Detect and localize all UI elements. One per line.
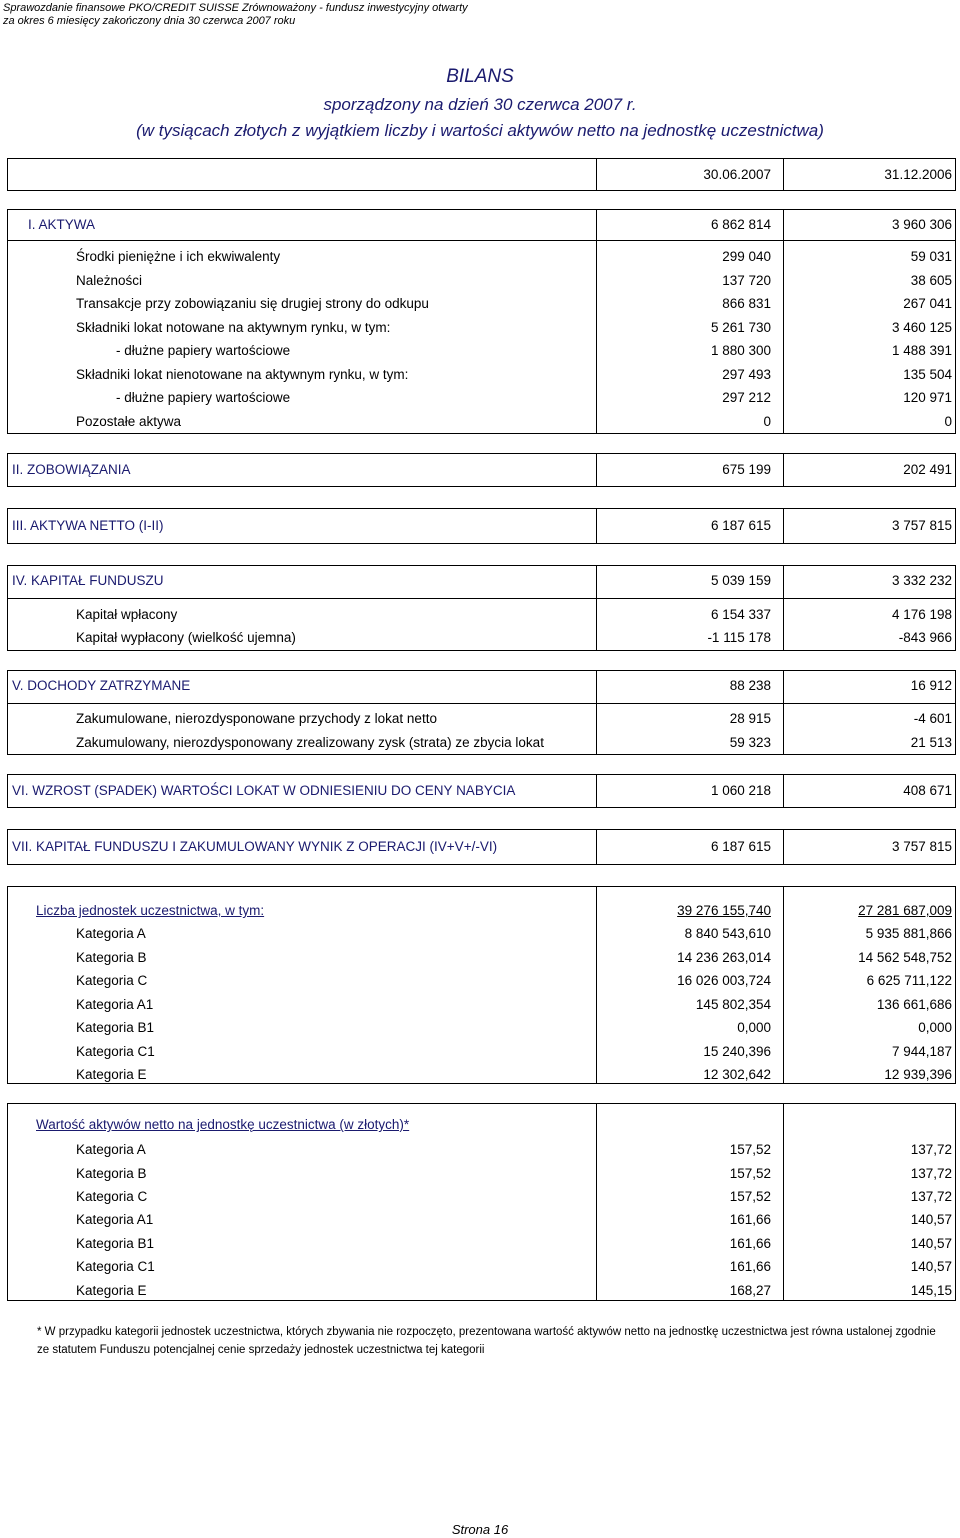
section-wartosc [7,1103,956,1301]
page-title: BILANS [446,66,514,87]
value-2007: 39 276 155,740 [677,903,771,918]
section-dochody [7,670,956,755]
value-2006: -843 966 [898,630,952,645]
row-label: I. AKTYWA [28,217,96,232]
table-row [8,1162,955,1186]
table-row [8,1063,955,1087]
value-2006: 3 332 232 [891,573,952,588]
row-label: - dłużne papiery wartościowe [116,343,291,358]
value-2007: 0 [763,414,771,429]
value-2007: 161,66 [729,1259,771,1274]
row-label: Liczba jednostek uczestnictwa, w tym: [36,903,265,918]
value-2006: 12 939,396 [884,1067,952,1082]
value-2006: 145,15 [910,1283,952,1298]
row-label: Kategoria C [76,1189,148,1204]
value-2007: 137 720 [722,273,771,288]
value-2007: 8 840 543,610 [684,926,771,941]
row-label: Kategoria E [76,1067,147,1082]
value-2007: 14 236 263,014 [677,950,771,965]
value-2006: 16 912 [910,678,952,693]
row-label: Zakumulowane, nierozdysponowane przychody z lokat netto [76,711,437,726]
row-label: II. ZOBOWIĄZANIA [12,462,131,477]
value-2007: 157,52 [729,1189,771,1204]
value-2006: 6 625 711,122 [866,973,952,988]
section-aktywa [7,209,956,434]
value-2007: 16 026 003,724 [677,973,771,988]
value-2006: 135 504 [903,367,952,382]
value-2007: 157,52 [729,1142,771,1157]
row-label: Pozostałe aktywa [76,414,182,429]
row-label: Transakcje przy zobowiązaniu się drugiej strony do odkupu [76,296,429,311]
value-2007: 6 187 615 [710,839,771,854]
value-2007: 0,000 [737,1020,771,1035]
row-label: Kategoria A1 [76,997,154,1012]
value-2007: 5 039 159 [710,573,771,588]
value-2007: 15 240,396 [703,1044,771,1059]
value-2006: 3 757 815 [891,839,952,854]
page-subtitle: sporządzony na dzień 30 czerwca 2007 r. [323,95,637,114]
row-label: Należności [76,273,143,288]
row-label: - dłużne papiery wartościowe [116,390,291,405]
value-2007: 675 199 [722,462,771,477]
section-aktywa-netto [7,508,956,544]
row-label: Kapitał wypłacony (wielkość ujemna) [76,630,296,645]
row-label: Kategoria C1 [76,1044,155,1059]
row-label: V. DOCHODY ZATRZYMANE [12,678,191,693]
value-2006: 38 605 [910,273,952,288]
row-label: Składniki lokat notowane na aktywnym rynku, w tym: [76,320,391,335]
value-2007: 1 880 300 [710,343,771,358]
table-row [8,1138,955,1162]
row-label: Zakumulowany, nierozdysponowany zrealizowany zysk (strata) ze zbycia lokat [76,735,544,750]
value-2006: 140,57 [910,1259,952,1274]
value-2006: 136 661,686 [876,997,952,1012]
row-label: Kategoria B [76,1166,147,1181]
value-2007: 88 238 [729,678,771,693]
value-2006: 137,72 [910,1166,952,1181]
section-wzrost [7,774,956,808]
row-label: IV. KAPITAŁ FUNDUSZU [12,573,164,588]
row-label: Kategoria A [76,1142,146,1157]
table-row [8,993,955,1017]
table-row [8,1016,955,1040]
row-label: Kategoria A [76,926,146,941]
value-2006: 21 513 [910,735,952,750]
row-label: Kategoria A1 [76,1212,154,1227]
value-2007: 6 862 814 [710,217,771,232]
table-row [8,316,955,340]
value-2006: 137,72 [910,1189,952,1204]
value-2006: 267 041 [903,296,952,311]
value-2007: 157,52 [729,1166,771,1181]
column-date-2: 31.12.2006 [884,167,952,182]
row-label: Kategoria B1 [76,1236,155,1251]
value-2006: 0,000 [918,1020,952,1035]
value-2006: 137,72 [910,1142,952,1157]
table-row [8,922,955,946]
table-row [8,946,955,970]
value-2007: 12 302,642 [703,1067,771,1082]
table-row [8,1185,955,1209]
value-2006: 0 [944,414,952,429]
value-2007: 168,27 [729,1283,771,1298]
section-kapital [7,565,956,651]
value-2007: 145 802,354 [695,997,771,1012]
row-label: III. AKTYWA NETTO (I-II) [12,518,164,533]
row-label: Środki pieniężne i ich ekwiwalenty [76,249,281,264]
value-2006: 59 031 [910,249,952,264]
row-label: Kategoria C1 [76,1259,155,1274]
table-row [8,269,955,293]
value-2006: 7 944,187 [891,1044,952,1059]
value-2006: 120 971 [903,390,952,405]
value-2006: 3 960 306 [891,217,952,232]
row-label: VII. KAPITAŁ FUNDUSZU I ZAKUMULOWANY WYNIK Z OPERACJI (IV+V+/-VI) [12,839,498,854]
table-row [8,1232,955,1256]
value-2006: 202 491 [903,462,952,477]
row-label: Składniki lokat nienotowane na aktywnym rynku, w tym: [76,367,409,382]
table-row [8,626,955,650]
table-row [8,410,955,434]
row-label: Kategoria E [76,1283,147,1298]
row-label: Kategoria B [76,950,147,965]
value-2006: 3 460 125 [891,320,952,335]
header-line-2: za okres 6 miesięcy zakończony dnia 30 czerwca 2007 roku [3,15,296,27]
section-kapital-wynik [7,829,956,865]
value-2006: 5 935 881,866 [865,926,952,941]
value-2006: 3 757 815 [891,518,952,533]
table-row [8,386,955,410]
row-label: Kategoria B1 [76,1020,155,1035]
value-2007: 297 212 [722,390,771,405]
table-row [8,969,955,993]
value-2006: 140,57 [910,1236,952,1251]
table-row [8,731,955,755]
table-row [8,1255,955,1279]
value-2006: 14 562 548,752 [858,950,952,965]
table-row [8,1040,955,1064]
row-label: Wartość aktywów netto na jednostkę uczestnictwa (w złotych)* [36,1117,410,1132]
value-2006: -4 601 [913,711,952,726]
table-row [8,1279,955,1303]
value-2006: 140,57 [910,1212,952,1227]
value-2007: 6 187 615 [710,518,771,533]
table-row [8,363,955,387]
table-row [8,339,955,363]
row-label: Kategoria C [76,973,148,988]
value-2007: 59 323 [729,735,771,750]
value-2007: 161,66 [729,1236,771,1251]
column-header-box [7,158,956,191]
value-2007: -1 115 178 [707,630,771,645]
value-2006: 4 176 198 [891,607,952,622]
value-2007: 5 261 730 [710,320,771,335]
row-label: Kapitał wpłacony [76,607,178,622]
row-label: VI. WZROST (SPADEK) WARTOŚCI LOKAT W ODNIESIENIU DO CENY NABYCIA [12,783,516,798]
value-2007: 1 060 218 [710,783,771,798]
value-2007: 6 154 337 [710,607,771,622]
table-row [8,1208,955,1232]
footnote: * W przypadku kategorii jednostek uczestnictwa, których zbywania nie rozpoczęto, prezentowana wartość aktywów netto na jednostkę uczestnictwa jest równa ustalonej zgodnie ze statutem Funduszu potencjalnej cenie sprzedaży jednostek uczestnictwa tej kategorii [37,1326,936,1356]
section-zobowiazania [7,453,956,487]
value-2006: 27 281 687,009 [858,903,952,918]
page-number: Strona 16 [451,1522,509,1537]
page-unit-note: (w tysiącach złotych z wyjątkiem liczby i wartości aktywów netto na jednostkę uczestnictwa) [136,121,824,140]
header-line-1: Sprawozdanie finansowe PKO/CREDIT SUISSE Zrównoważony - fundusz inwestycyjny otwarty [3,2,468,14]
value-2007: 161,66 [729,1212,771,1227]
value-2007: 28 915 [729,711,771,726]
column-date-1: 30.06.2007 [703,167,771,182]
table-row [8,707,955,731]
table-row [8,245,955,269]
value-2006: 408 671 [903,783,952,798]
value-2006: 1 488 391 [891,343,952,358]
value-2007: 299 040 [722,249,771,264]
value-2007: 297 493 [722,367,771,382]
aktywa-total-row [8,213,955,241]
table-row [8,603,955,627]
section-jednostki [7,886,956,1084]
table-row [8,292,955,316]
value-2007: 866 831 [722,296,771,311]
